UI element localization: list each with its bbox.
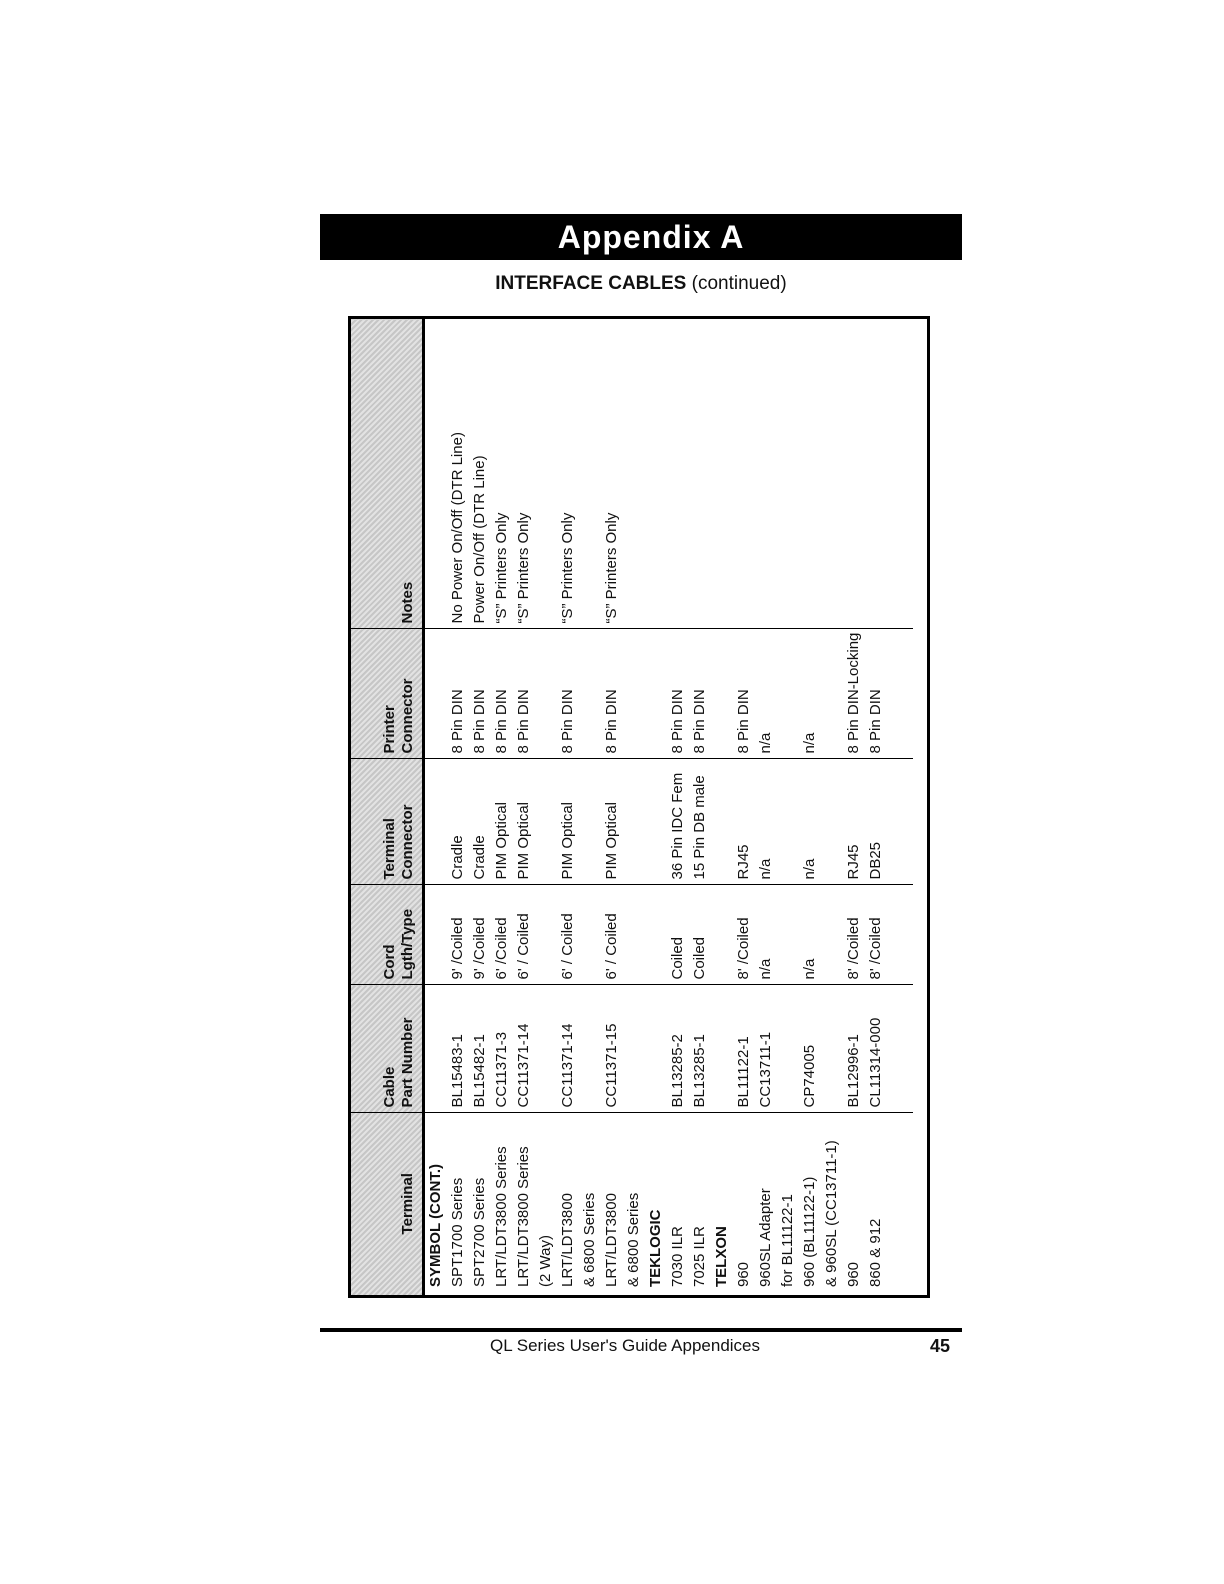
cell-terminal-connector: PIM Optical	[491, 759, 513, 885]
cell-printer-connector: 8 Pin DIN-Locking	[843, 629, 865, 759]
cell-part-number	[424, 985, 448, 1113]
cell-cord: 9' /Coiled	[469, 885, 491, 985]
cell-part-number: BL13285-2	[667, 985, 689, 1113]
cell-cord: 6' / Coiled	[601, 885, 623, 985]
cell-part-number: CC13711-1	[755, 985, 777, 1113]
cell-part-number: BL12996-1	[843, 985, 865, 1113]
appendix-title: Appendix A	[557, 218, 745, 255]
cell-terminal: SPT1700 Series	[449, 1177, 466, 1287]
filler-cell	[887, 1113, 913, 1295]
cell-printer-connector: 8 Pin DIN	[557, 629, 579, 759]
cell-terminal: & 6800 Series	[625, 1192, 642, 1287]
cell-terminal: TELXON	[713, 1226, 730, 1287]
cell-notes: Power On/Off (DTR Line)	[469, 319, 491, 629]
cell-printer-connector: 8 Pin DIN	[513, 629, 535, 759]
cell-part-number	[535, 985, 557, 1113]
table-row	[601, 319, 623, 1295]
cell-printer-connector	[645, 629, 667, 759]
table-row	[689, 319, 711, 1295]
cell-part-number	[623, 985, 645, 1113]
cell-terminal-connector: RJ45	[733, 759, 755, 885]
cell-notes	[535, 319, 557, 629]
header-tconn-line1: Terminal	[381, 818, 398, 880]
table-row	[733, 319, 755, 1295]
filler-cell	[887, 629, 913, 759]
cell-terminal: 960	[735, 1261, 752, 1287]
section-subtitle	[320, 273, 962, 295]
cell-terminal-connector: RJ45	[843, 759, 865, 885]
cell-part-number	[821, 985, 843, 1113]
cell-printer-connector: 8 Pin DIN	[689, 629, 711, 759]
cell-part-number: BL15483-1	[447, 985, 469, 1113]
cell-terminal: LRT/LDT3800 Series	[493, 1146, 510, 1287]
cell-terminal-connector: PIM Optical	[557, 759, 579, 885]
table-row	[711, 319, 733, 1295]
table-header-row	[351, 319, 424, 1295]
cell-notes	[711, 319, 733, 629]
header-notes	[351, 319, 424, 629]
cell-cord	[535, 885, 557, 985]
cell-cord	[821, 885, 843, 985]
cell-terminal-connector: DB25	[865, 759, 887, 885]
cell-notes	[755, 319, 777, 629]
cell-terminal: (2 Way)	[537, 1235, 554, 1287]
cell-notes	[843, 319, 865, 629]
table-row	[645, 319, 667, 1295]
cell-cord: n/a	[799, 885, 821, 985]
interface-cables-table-frame	[348, 316, 930, 1298]
table-filler-row	[887, 319, 913, 1295]
table-row	[821, 319, 843, 1295]
cell-cord	[579, 885, 601, 985]
cell-notes	[667, 319, 689, 629]
cell-cord	[424, 885, 448, 985]
cell-printer-connector: 8 Pin DIN	[447, 629, 469, 759]
cell-terminal: SYMBOL (CONT.)	[427, 1163, 444, 1287]
header-cord-line1: Cord	[381, 944, 398, 980]
cell-terminal: 960SL Adapter	[757, 1188, 774, 1287]
cell-cord: Coiled	[667, 885, 689, 985]
cell-terminal-connector	[711, 759, 733, 885]
cell-terminal: LRT/LDT3800	[603, 1193, 620, 1287]
cell-cord: 6' / Coiled	[557, 885, 579, 985]
header-cord-length-type	[351, 885, 424, 985]
cell-notes	[689, 319, 711, 629]
header-cord-line2: Lgth/Type	[399, 908, 416, 980]
table-row	[513, 319, 535, 1295]
cell-part-number: CC11371-14	[557, 985, 579, 1113]
cell-terminal-connector: Cradle	[447, 759, 469, 885]
header-tconn-line2: Connector	[399, 804, 416, 880]
subtitle-rest: (continued)	[686, 273, 787, 294]
cell-terminal-connector	[821, 759, 843, 885]
cell-terminal-connector	[424, 759, 448, 885]
table-row	[535, 319, 557, 1295]
cell-terminal: 7025 ILR	[691, 1226, 708, 1287]
table-row	[491, 319, 513, 1295]
cell-cord: 8' /Coiled	[865, 885, 887, 985]
footer-title: QL Series User's Guide Appendices	[489, 1336, 761, 1355]
filler-cell	[887, 885, 913, 985]
cell-terminal-connector: PIM Optical	[601, 759, 623, 885]
cell-printer-connector: n/a	[799, 629, 821, 759]
cell-part-number: BL11122-1	[733, 985, 755, 1113]
cell-notes	[623, 319, 645, 629]
cell-notes	[733, 319, 755, 629]
cell-notes	[424, 319, 448, 629]
cell-notes: “S” Printers Only	[557, 319, 579, 629]
table-row	[667, 319, 689, 1295]
cell-terminal-connector	[623, 759, 645, 885]
page-number: 45	[930, 1336, 951, 1356]
cell-cord	[645, 885, 667, 985]
subtitle-bold: INTERFACE CABLES	[495, 273, 687, 294]
cell-terminal: LRT/LDT3800 Series	[515, 1146, 532, 1287]
table-row	[424, 319, 448, 1295]
cell-terminal: 860 & 912	[867, 1218, 884, 1287]
header-pconn-line1: Printer	[381, 705, 398, 754]
cell-terminal-connector	[645, 759, 667, 885]
cell-terminal-connector: 15 Pin DB male	[689, 759, 711, 885]
cell-printer-connector	[579, 629, 601, 759]
cell-part-number	[711, 985, 733, 1113]
filler-cell	[887, 985, 913, 1113]
cell-terminal: 7030 ILR	[669, 1226, 686, 1287]
cell-notes	[865, 319, 887, 629]
cell-part-number: CP74005	[799, 985, 821, 1113]
cell-part-number	[645, 985, 667, 1113]
cell-terminal-connector: n/a	[799, 759, 821, 885]
header-printer-connector	[351, 629, 424, 759]
cell-part-number	[777, 985, 799, 1113]
cell-cord: 6' / Coiled	[513, 885, 535, 985]
cell-terminal: & 6800 Series	[581, 1192, 598, 1287]
cell-notes	[821, 319, 843, 629]
cell-part-number: CC11371-15	[601, 985, 623, 1113]
cell-cord: 9' /Coiled	[447, 885, 469, 985]
header-terminal-label: Terminal	[399, 1173, 416, 1235]
table-row	[557, 319, 579, 1295]
cell-notes	[777, 319, 799, 629]
cell-printer-connector: 8 Pin DIN	[601, 629, 623, 759]
cell-terminal: SPT2700 Series	[471, 1177, 488, 1287]
cell-printer-connector	[711, 629, 733, 759]
cell-printer-connector: 8 Pin DIN	[469, 629, 491, 759]
cell-terminal: 960	[845, 1261, 862, 1287]
cell-terminal: & 960SL (CC13711-1)	[823, 1140, 840, 1287]
cell-terminal: 960 (BL11122-1)	[801, 1176, 818, 1287]
cell-printer-connector: 8 Pin DIN	[733, 629, 755, 759]
filler-cell	[887, 319, 913, 629]
appendix-banner	[320, 214, 962, 260]
cell-notes	[799, 319, 821, 629]
cell-terminal-connector	[535, 759, 557, 885]
table-row	[843, 319, 865, 1295]
table-row	[623, 319, 645, 1295]
cell-terminal-connector: 36 Pin IDC Fem	[667, 759, 689, 885]
header-part-line2: Part Number	[399, 1017, 416, 1108]
footer-rule	[320, 1328, 962, 1332]
rotated-table-wrapper	[351, 319, 927, 1295]
cell-terminal: for BL11122-1	[779, 1194, 796, 1287]
header-part-line1: Cable	[381, 1066, 398, 1108]
filler-cell	[887, 759, 913, 885]
cell-printer-connector	[623, 629, 645, 759]
cell-cord: 8' /Coiled	[843, 885, 865, 985]
cell-notes: “S” Printers Only	[513, 319, 535, 629]
cell-terminal-connector: Cradle	[469, 759, 491, 885]
cell-terminal: TEKLOGIC	[647, 1209, 664, 1287]
header-pconn-line2: Connector	[399, 678, 416, 754]
cell-part-number: BL15482-1	[469, 985, 491, 1113]
header-terminal	[351, 1113, 424, 1295]
cell-notes: No Power On/Off (DTR Line)	[447, 319, 469, 629]
cell-terminal-connector	[777, 759, 799, 885]
cell-notes	[579, 319, 601, 629]
cell-terminal-connector: n/a	[755, 759, 777, 885]
cell-cord: 6' /Coiled	[491, 885, 513, 985]
cell-cord	[777, 885, 799, 985]
cell-notes	[645, 319, 667, 629]
table-row	[777, 319, 799, 1295]
table-row	[447, 319, 469, 1295]
cell-notes: “S” Printers Only	[491, 319, 513, 629]
table-row	[579, 319, 601, 1295]
cell-part-number: CL11314-000	[865, 985, 887, 1113]
cell-part-number	[579, 985, 601, 1113]
cell-cord: 8' /Coiled	[733, 885, 755, 985]
cell-terminal: LRT/LDT3800	[559, 1193, 576, 1287]
cell-printer-connector: 8 Pin DIN	[667, 629, 689, 759]
interface-cables-table	[351, 319, 913, 1295]
cell-terminal-connector	[579, 759, 601, 885]
cell-cord: n/a	[755, 885, 777, 985]
header-notes-label: Notes	[399, 581, 416, 624]
cell-printer-connector	[424, 629, 448, 759]
cell-part-number: BL13285-1	[689, 985, 711, 1113]
cell-printer-connector: n/a	[755, 629, 777, 759]
table-row	[755, 319, 777, 1295]
header-cable-part-number	[351, 985, 424, 1113]
cell-printer-connector: 8 Pin DIN	[865, 629, 887, 759]
cell-part-number: CC11371-3	[491, 985, 513, 1113]
cell-printer-connector	[535, 629, 557, 759]
cell-part-number: CC11371-14	[513, 985, 535, 1113]
table-body	[424, 319, 914, 1295]
table-row	[469, 319, 491, 1295]
cell-printer-connector: 8 Pin DIN	[491, 629, 513, 759]
cell-cord	[623, 885, 645, 985]
cell-cord	[711, 885, 733, 985]
header-terminal-connector	[351, 759, 424, 885]
cell-printer-connector	[821, 629, 843, 759]
cell-cord: Coiled	[689, 885, 711, 985]
cell-printer-connector	[777, 629, 799, 759]
cell-notes: “S” Printers Only	[601, 319, 623, 629]
cell-terminal-connector: PIM Optical	[513, 759, 535, 885]
table-row	[865, 319, 887, 1295]
table-row	[799, 319, 821, 1295]
